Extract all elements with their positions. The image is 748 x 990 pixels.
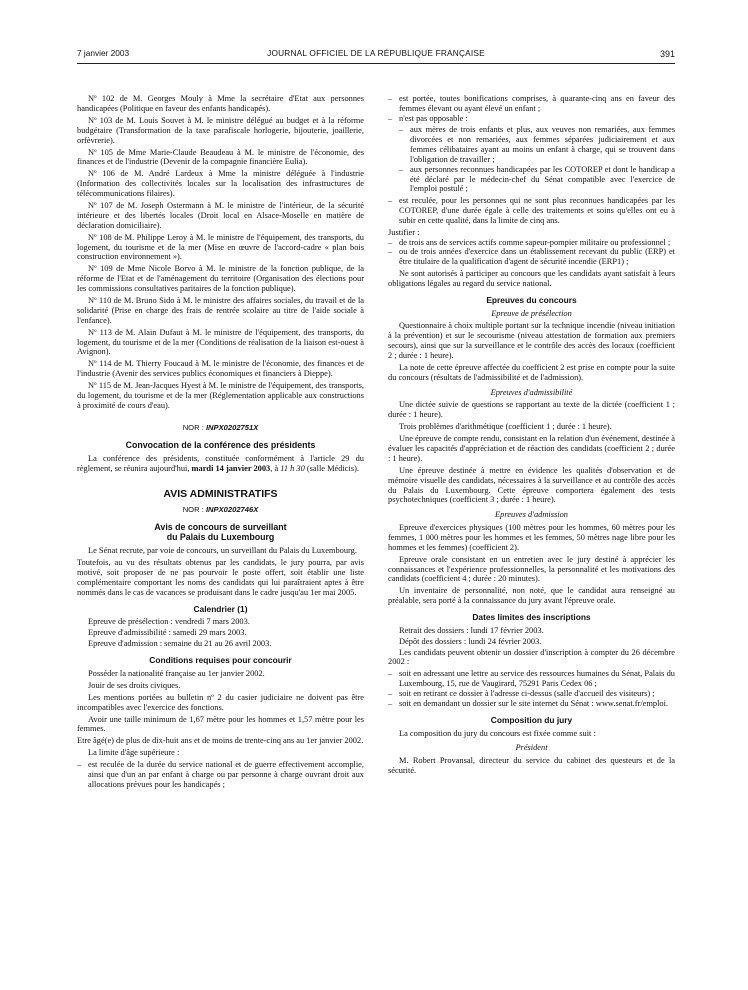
nor-label: NOR : — [182, 504, 204, 514]
admission-item: Epreuve orale consistant en un entretien avec le jury destiné à apprécier les connaissances et l'expérience professionnelles, la personnalité et les motivations des candidats (coefficient 4 ; durée : 20 minutes). — [388, 554, 675, 584]
convocation-hour: 11 h 30 — [280, 463, 305, 473]
list-item: – aux mères de trois enfants et plus, aux veuves non remariées, aux femmes divorcées et non remariées, aux femmes séparées judiciairement et aux femmes célibataires ayant au moins un enfant à charge, qui se trouvent dans l'obligation de travailler ; — [388, 125, 675, 164]
admissibilite-item: Trois problèmes d'arithmétique (coefficient 1 ; durée : 1 heure). — [399, 422, 612, 432]
admissibilite-title: Epreuves d'admissibilité — [490, 387, 573, 397]
admission-title: Epreuves d'admission — [495, 510, 568, 520]
admissibilite-item: Une épreuve de compte rendu, consistant en la relation d'un événement, destinée à évaluer les capacités d'appréciation et de réaction des candidats (coefficient 2 ; durée : 1 heure). — [388, 434, 675, 463]
jury-title: Composition du jury — [490, 714, 573, 725]
preselection-text: Questionnaire à choix multiple portant sur la technique incendie (niveau initiation à la prévention) et sur le secourisme (niveau attestation de formation aux premiers secours), ainsi que sur la surveillance et le contrôle des accès des locaux (coefficient 2 ; durée : 1 heure). — [388, 321, 675, 360]
dates-line: Dépôt des dossiers : lundi 24 février 2003. — [399, 636, 542, 646]
epreuves-title: Epreuves du concours — [486, 294, 577, 305]
calendrier-title: Calendrier (1) — [193, 603, 248, 614]
header-rule — [77, 63, 675, 64]
nor-code: INPX0202751X — [205, 422, 259, 432]
concours-title: Avis de concours de surveillant — [154, 521, 287, 532]
convocation-title: Convocation de la conférence des présidents — [125, 439, 316, 450]
list-item: – aux personnes reconnues handicapées par les COTOREP et dont le handicap a été déclaré par le médecin-chef du Sénat compatible avec l'exercice de l'emploi postulé ; — [388, 165, 675, 194]
president-text: M. Robert Provansal, directeur du service du cabinet des questeurs et de la sécurité. — [388, 756, 675, 775]
list-item: – est reculée de la durée du service national et de guerre effectivement accomplie, ainsi que d'un an par enfant à charge ou par personne à charge ouvrant droit aux allocations prévues pour les handicapés ; — [77, 760, 364, 789]
question-item: Nº 110 de M. Bruno Sido à M. le ministre des affaires sociales, du travail et de la solidarité (Prise en charge des frais de rentrée scolaire au titre de l'aide sociale à l'enfance). — [77, 296, 364, 325]
age-limit-list — [388, 94, 675, 123]
justifier-list — [388, 238, 675, 267]
nor-reference — [77, 424, 364, 433]
list-item: – soit en demandant un dossier sur le site internet du Sénat : www.senat.fr/emploi. — [388, 699, 675, 709]
avis-heading: AVIS ADMINISTRATIFS — [163, 487, 278, 500]
list-item: – de trois ans de services actifs comme sapeur-pompier militaire ou professionnel ; — [388, 238, 675, 248]
list-item: – est reculée, pour les personnes qui ne sont plus reconnues handicapées par les COTOREP, d'une durée égale à celle des traitements et soins qu'elles ont eu à subir en cette qualité, dans la limite de cinq ans. — [388, 196, 675, 225]
condition-line: Jouir de ses droits civiques. — [88, 680, 181, 690]
jury-text: La composition du jury du concours est fixée comme suit : — [399, 728, 596, 738]
president-title: Président — [515, 743, 548, 753]
justifier-label: Justifier : — [388, 227, 420, 237]
admission-item: Un inventaire de personnalité, non noté, que le candidat aura renseigné au préalable, sera porté à la connaissance du jury avant l'épreuve orale. — [388, 586, 675, 606]
concours-subtitle: du Palais du Luxembourg — [166, 531, 275, 542]
list-item: – ou de trois années d'exercice dans un établissement recevant du public (ERP) et être titulaire de la qualification d'agent de sécurité incendie (ERP1) ; — [388, 247, 675, 267]
list-item: – soit en adressant une lettre au service des ressources humaines du Sénat, Palais du Luxembourg, 15, rue de Vaugirard, 75291 Paris Cedex 06 ; — [388, 669, 675, 689]
condition-line: Etre âgé(e) de plus de dix-huit ans et de moins de trente-cinq ans au 1er janvier 2002. — [77, 736, 364, 746]
nor-code: INPX0202746X — [205, 504, 259, 514]
conditions-title: Conditions requises pour concourir — [149, 654, 292, 665]
convocation-date: mardi 14 janvier 2003 — [191, 463, 271, 473]
header-date: 7 janvier 2003 — [77, 48, 130, 58]
question-item: Nº 105 de Mme Marie-Claude Beaudeau à M. le ministre de l'économie, des finances et de l'industrie (Devenir de la compagnie financière Eulia). — [77, 147, 364, 167]
header-title: JOURNAL OFFICIEL DE LA RÉPUBLIQUE FRANÇAISE — [267, 48, 485, 58]
right-column — [388, 94, 675, 778]
dates-line: Les candidats peuvent obtenir un dossier d'inscription à compter du 26 décembre 2002 : — [388, 647, 675, 667]
intro-paragraph: Toutefois, au vu des résultats obtenus par les candidats, le jury pourra, par avis motivé, soit proposer de ne pas pourvoir le poste offert, soit établir une liste complémentaire comportant les noms des candidats qui lui paraîtraient aptes à être nommés dans le cas de vacances se produisant dans le cadre jusqu'au 1er mai 2005. — [77, 558, 364, 597]
convocation-text: La conférence des présidents, constituée conformément à l'article 29 du règlement, se réunira aujourd'hui, mardi 14 janvier 2003, à 11 h 30 (salle Médicis). — [77, 453, 364, 473]
exemption-list — [388, 125, 675, 194]
question-item: Nº 102 de M. Georges Mouly à Mme la secrétaire d'Etat aux personnes handicapées (Politique en faveur des enfants handicapés). — [77, 94, 364, 113]
question-item: Nº 109 de Mme Nicole Borvo à M. le ministre de la fonction publique, de la réforme de l'Etat et de l'aménagement du territoire (Organisation des élections pour les commissions consultatives paritaires de la fonction publique). — [77, 264, 364, 294]
intro-paragraph: Le Sénat recrute, par voie de concours, un surveillant du Palais du Luxembourg. — [88, 546, 357, 556]
nor-label: NOR : — [182, 422, 204, 432]
question-item: Nº 114 de M. Thierry Foucaud à M. le ministre de l'économie, des finances et de l'industrie (Avenir des services publics économiques et financiers à Dieppe). — [77, 359, 364, 379]
age-limit-list — [77, 760, 364, 789]
condition-line: Avoir une taille minimum de 1,67 mètre pour les hommes et 1,57 mètre pour les femmes. — [77, 714, 364, 734]
condition-line: Les mentions portées au bulletin nº 2 du casier judiciaire ne doivent pas être incompatibles avec l'exercice des fonctions. — [77, 692, 364, 712]
nor-reference — [77, 506, 364, 515]
admission-note: Ne sont autorisés à participer au concours que les candidats ayant satisfait à leurs obligations légales au regard du service national. — [388, 269, 675, 288]
condition-line: Posséder la nationalité française au 1er janvier 2002. — [88, 668, 265, 678]
dates-title: Dates limites des inscriptions — [472, 612, 591, 623]
dossier-list — [388, 669, 675, 708]
question-item: Nº 113 de M. Alain Dufaut à M. le ministre de l'équipement, des transports, du logement, du tourisme et de la mer (Conditions de réalisation de la liaison est-ouest à Avignon). — [77, 327, 364, 357]
preselection-title: Epreuve de présélection — [491, 308, 572, 318]
list-item: – n'est pas opposable : — [388, 114, 675, 124]
age-limit-list — [388, 196, 675, 225]
list-item: – soit en retirant ce dossier à l'adresse ci-dessus (salle d'accueil des visiteurs) ; — [388, 689, 675, 699]
dates-line: Retrait des dossiers : lundi 17 février 2003. — [399, 625, 544, 635]
condition-line: La limite d'âge supérieure : — [88, 748, 180, 758]
calendar-line: Epreuve d'admissibilité : samedi 29 mars 2003. — [88, 628, 247, 638]
calendar-line: Epreuve d'admission : semaine du 21 au 26 avril 2003. — [88, 639, 272, 649]
admissibilite-item: Une épreuve destinée à mettre en évidence les qualités d'observation et de mémoire visuelle des candidats, nécessaires à la surveillance et au contrôle des accès du Palais du Luxembourg. Cette épreuve comportera également des tests psychotechniques (coefficient 3 ; durée : 1 heure). — [388, 465, 675, 505]
question-item: Nº 108 de M. Philippe Leroy à M. le ministre de l'équipement, des transports, du logement, du tourisme et de la mer (Mise en œuvre de l'accord-cadre « plan bois construction environnement »). — [77, 232, 364, 262]
list-item: – est portée, toutes bonifications comprises, à quarante-cinq ans en faveur des femmes élevant ou ayant élevé un enfant ; — [388, 94, 675, 114]
question-item: Nº 103 de M. Louis Souvet à M. le ministre délégué au budget et à la réforme budgétaire (Transformation de la taxe parafiscale horlogerie, bijouterie, joaillerie, orfèvrerie). — [77, 115, 364, 145]
left-column — [77, 94, 364, 792]
question-item: Nº 107 de M. Joseph Ostermann à M. le ministre de l'intérieur, de la sécurité intérieure et des libertés locales (Droit local en Alsace-Moselle en matière de déclaration domiciliaire). — [77, 201, 364, 230]
admission-item: Epreuve d'exercices physiques (100 mètres pour les hommes, 60 mètres pour les femmes, 1 000 mètres pour les hommes et les femmes, 50 mètres nage libre pour les hommes et les femmes) (coefficient 2). — [388, 523, 675, 552]
page-number: 391 — [659, 49, 675, 59]
running-header — [77, 47, 675, 61]
question-item: Nº 115 de M. Jean-Jacques Hyest à M. le ministre de l'équipement, des transports, du logement, du tourisme et de la mer (Réglementation applicable aux constructions à proximité de cours d'eau). — [77, 381, 364, 410]
question-item: Nº 106 de M. André Lardeux à Mme la ministre déléguée à l'industrie (Information des collectivités locales sur la localisation des infrastructures de télécommunications filaires). — [77, 169, 364, 199]
calendar-line: Epreuve de présélection : vendredi 7 mars 2003. — [88, 617, 250, 627]
preselection-text: La note de cette épreuve affectée du coefficient 2 est prise en compte pour la suite du concours (résultats de l'admissibilité et de l'admission). — [388, 362, 675, 382]
admissibilite-item: Une dictée suivie de questions se rapportant au texte de la dictée (coefficient 1 ; durée : 1 heure). — [388, 400, 675, 420]
